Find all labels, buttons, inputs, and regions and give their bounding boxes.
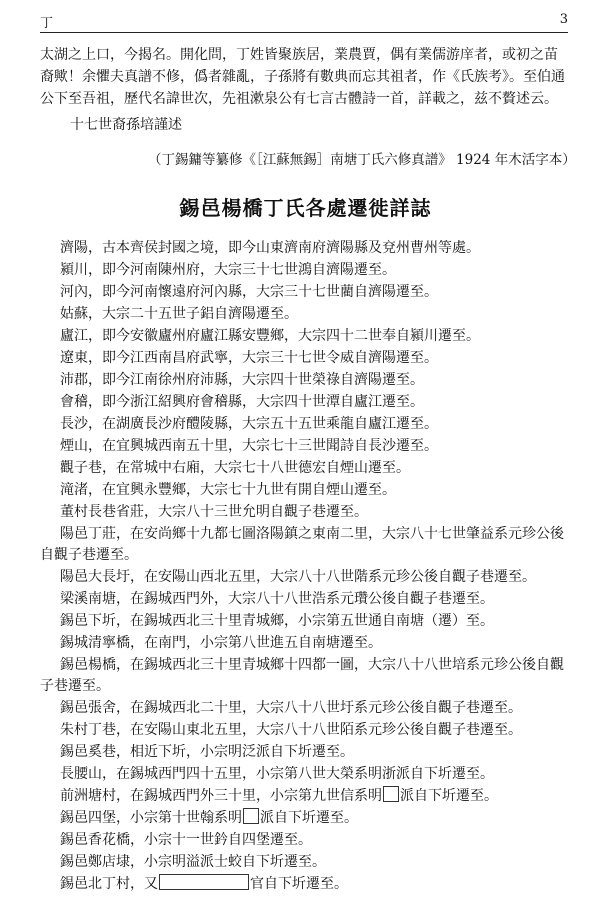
- entry-text: 董村長巷省莊，大宗八十三世允明自觀子巷遷至。: [60, 504, 368, 520]
- entry-text: 觀子巷，在常城中右廂，大宗七十八世德宏自煙山遷至。: [60, 460, 410, 476]
- entry-text: 錫邑楊橋，在錫城西北三十里青城鄉十四都一圖，大宗八十八世培系元珍公後自觀子巷遷至。: [40, 657, 564, 694]
- migration-entry: [40, 567, 570, 588]
- preface-signature: 十七世裔孫培謹述: [70, 117, 182, 133]
- entry-text: 濟陽，古本齊侯封國之境，即今山東濟南府濟陽縣及兗州曹州等處。: [60, 240, 480, 256]
- migration-entry: [40, 786, 570, 807]
- migration-entry: [40, 742, 570, 763]
- entry-text: 河內，即今河南懷遠府河內縣，大宗三十七世藺自濟陽遷至。: [60, 284, 438, 300]
- migration-entry: [40, 698, 570, 719]
- migration-entry: [40, 260, 570, 281]
- entry-text-continued: 派自下圻遷至。: [400, 788, 498, 804]
- entry-text: 滝渚，在宜興永豐鄉，大宗七十九世有開自煙山遷至。: [60, 482, 396, 498]
- entry-text: 朱村丁巷，在安陽山東北五里，大宗八十八世陌系元珍公後自觀子巷遷至。: [60, 722, 522, 738]
- migration-entry: [40, 392, 570, 413]
- migration-entry: [40, 808, 570, 829]
- entry-text: 廬江，即今安徽廬州府廬江縣安豐鄉，大宗四十二世奉自潁川遷至。: [60, 328, 480, 344]
- entry-text: 姑蘇，大宗二十五世子鋁自濟陽遷至。: [60, 306, 298, 322]
- entry-text: 遼東，即今江西南昌府武寧，大宗三十七世令威自濟陽遷至。: [60, 350, 438, 366]
- migration-entry: [40, 480, 570, 501]
- running-header: [40, 6, 568, 32]
- entry-text: 錫邑四堡，小宗第十世翰系明: [60, 810, 242, 826]
- entry-text: 沛郡，即今江南徐州府沛縣，大宗四十世榮祿自濟陽遷至。: [60, 372, 424, 388]
- section-title: 錫邑楊橋丁氏各處遷徙詳誌: [179, 196, 432, 220]
- entry-text: 錫邑北丁村，又: [60, 876, 158, 892]
- migration-entry: [40, 852, 570, 873]
- entry-text: 長腰山，在錫城西門四十五里，小宗第八世大榮系明浙派自下圻遷至。: [60, 766, 494, 782]
- entry-text: 陽邑大長圩，在安陽山西北五里，大宗八十八世階系元珍公後自觀子巷遷至。: [60, 569, 536, 585]
- migration-entry: [40, 326, 570, 347]
- entry-text: 陽邑丁莊，在安尚鄉十九都七圖洛陽鎮之東南二里，大宗八十七世肇益系元珍公後自觀子巷遷至。: [40, 526, 564, 563]
- migration-entry: [40, 238, 570, 259]
- migration-entry: [40, 458, 570, 479]
- migration-entry: [40, 611, 570, 632]
- migration-entry: [40, 633, 570, 654]
- missing-character-box: [383, 786, 399, 802]
- migration-list: [40, 238, 570, 896]
- entry-text: 錫邑鄭店埭，小宗明溢派士蛟自下圻遷至。: [60, 854, 326, 870]
- migration-entry: [40, 655, 570, 697]
- entry-text: 前洲塘村，在錫城西門外三十里，小宗第九世信系明: [60, 788, 382, 804]
- header-rule: [40, 32, 568, 33]
- page-number: 3: [559, 12, 568, 27]
- preface-paragraph: 太湖之上口，今揭名。開化問，丁姓皆聚族居，業農賈，偶有業儒游庠者，或初之苗裔歟！余懼夫真譜不修，僞者雜亂，子孫將有數典而忘其祖者，作《氏族考》。至伯通公下至吾祖，歷代名諱世次，先祖漱泉公有七言古體詩一首，詳載之，兹不贅述云。: [40, 47, 565, 107]
- migration-entry: [40, 720, 570, 741]
- missing-character-box: [243, 808, 259, 824]
- entry-text: 錫邑張舍，在錫城西北二十里，大宗八十八世圩系元珍公後自觀子巷遷至。: [60, 700, 522, 716]
- entry-text-continued: 派自下圻遷至。: [260, 810, 358, 826]
- migration-entry: [40, 502, 570, 523]
- entry-text: 錫邑下圻，在錫城西北三十里青城鄉，小宗第五世通自南塘（遷）至。: [60, 613, 494, 629]
- entry-text: 錫邑奚巷，相近下圻，小宗明泛派自下圻遷至。: [60, 744, 354, 760]
- migration-entry: [40, 764, 570, 785]
- entry-text: 煙山，在宜興城西南五十里，大宗七十三世聞詩自長沙遷至。: [60, 438, 438, 454]
- entry-text: 錫城清寧橋，在南門，小宗第八世進五自南塘遷至。: [60, 635, 382, 651]
- migration-entry: [40, 370, 570, 391]
- entry-text: 錫邑香花橋，小宗十一世鈐自四堡遷至。: [60, 832, 312, 848]
- entry-text: 會稽，即今浙江紹興府會稽縣，大宗四十世潭自廬江遷至。: [60, 394, 424, 410]
- migration-entry: [40, 436, 570, 457]
- entry-text-continued: 官自下圻遷至。: [250, 876, 348, 892]
- migration-entry: [40, 282, 570, 303]
- migration-entry: [40, 830, 570, 851]
- entry-text: 梁溪南塘，在錫城西門外，大宗八十八世浩系元瓚公後自觀子巷遷至。: [60, 591, 494, 607]
- missing-character-box: [159, 874, 249, 890]
- header-title: 丁: [40, 16, 54, 31]
- migration-entry: [40, 414, 570, 435]
- entry-text: 長沙，在湖廣長沙府醴陵縣，大宗五十五世乘龍自廬江遷至。: [60, 416, 438, 432]
- migration-entry: [40, 304, 570, 325]
- migration-entry: [40, 524, 570, 566]
- migration-entry: [40, 874, 570, 895]
- migration-entry: [40, 348, 570, 369]
- migration-entry: [40, 589, 570, 610]
- source-citation: （丁錫鏞等纂修《［江蘇無錫］南塘丁氏六修真譜》 1924 年木活字本）: [148, 152, 576, 168]
- entry-text: 潁川，即今河南陳州府，大宗三十七世鴻自濟陽遷至。: [60, 262, 396, 278]
